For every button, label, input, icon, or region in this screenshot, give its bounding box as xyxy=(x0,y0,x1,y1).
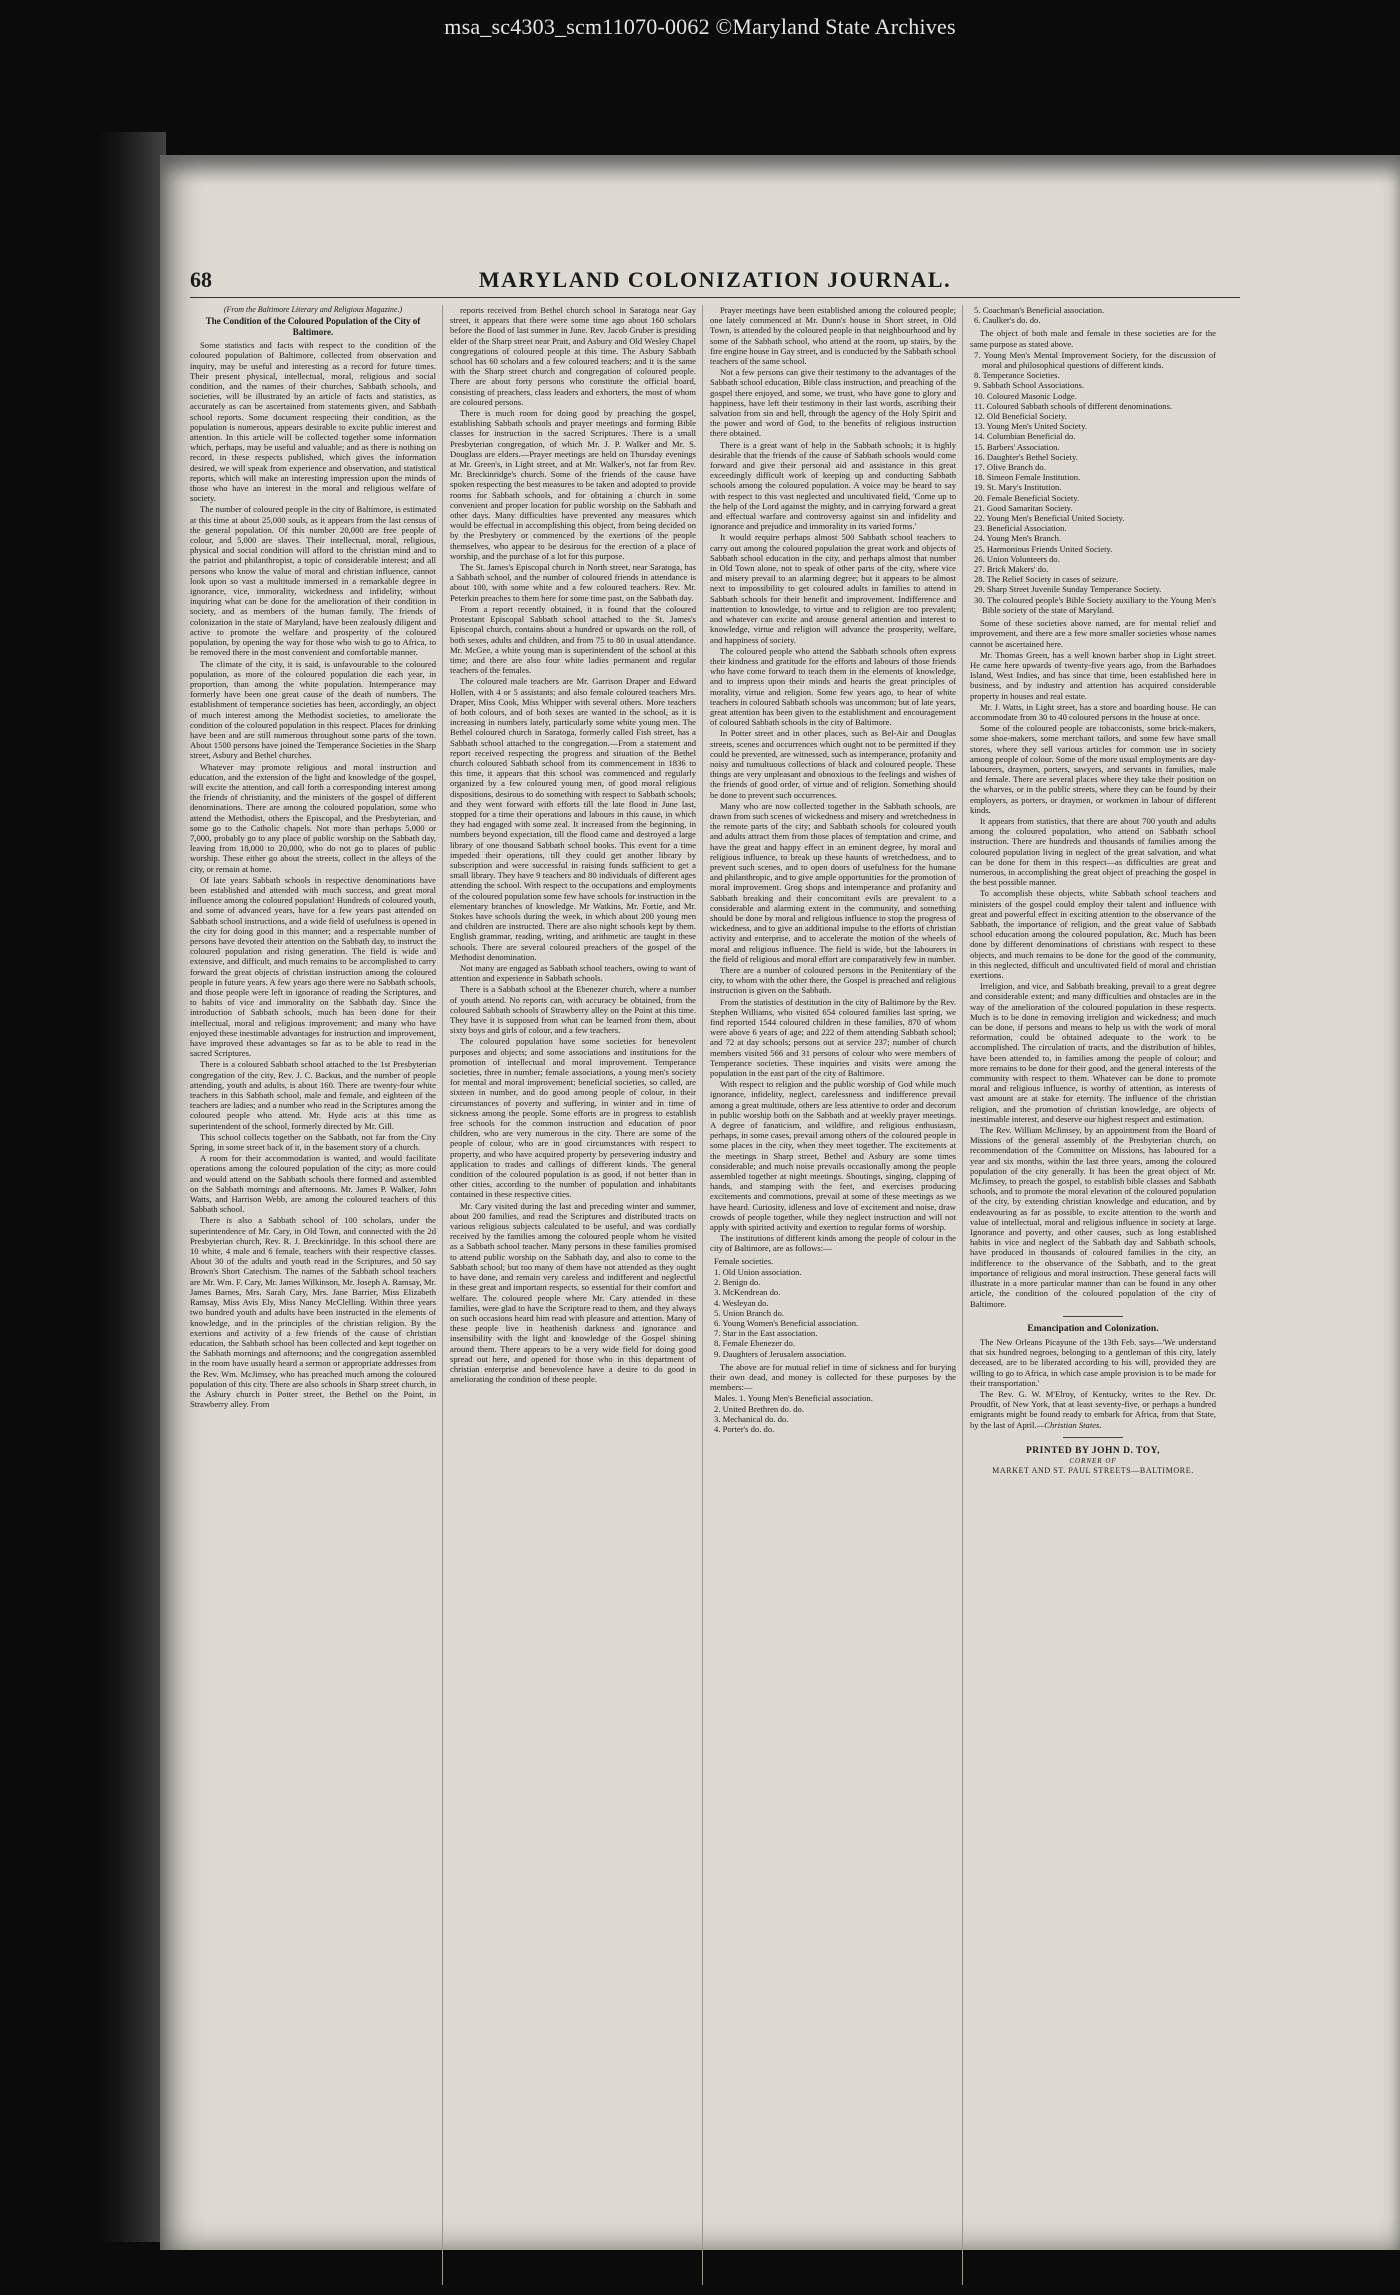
article-paragraph: Many who are now collected together in the Sabbath schools, are drawn from such scenes of wickedness and misery and wretchedness in the remote parts of the city; and Sabbath schools for coloured youth and adults attract them from those places of temptation and crime, and have the great and happy effect in an eminent degree, by moral and religious influence, to break up these haunts of wretchedness, and to prevent such scenes, and to open doors of usefulness for the humane and philanthropic, and to give ample opportunities for the promotion of moral improvement. Grog shops and intemperance and profanity and Sabbath breaking and their concomitant evils are prevalent to a considerable and alarming extent in the community, and something should be done by moral and religious influence to stop the progress of wickedness, and to give an additional impulse to the efforts of christian activity and enterprise, and to accelerate the motion of the wheels of moral and religious influence. The field is wide, but the labourers in the field of religious and moral effort are comparatively few in number. xyxy=(710,800,956,964)
article-paragraph: Not many are engaged as Sabbath school teachers, owing to want of attention and experience in Sabbath schools. xyxy=(450,963,696,984)
female-societies-heading: Female societies. xyxy=(714,1255,774,1266)
article-paragraph: Some statistics and facts with respect to the condition of the coloured population of Baltimore, collected from observation and inquiry, may be useful and interesting as a record for future times. Their present physical, intellectual, moral, religious and social condition, and the names of their churches, Sabbath schools, and societies, will be illustrated by an article of facts and statistics, as accurately as can be ascertained from statements given, and Sabbath school reports. Some document respecting their condition, as the population is numerous, appears desirable to excite public interest and attention. In this article will be collected together some information which, perhaps, may be useful and valuable; and as there is nothing on record, in these respects published, which gives the information desired, we will speak from experience and observation, and statistical reports, which will make an interesting impression upon the minds of those who have an interest in the moral and religious welfare of society. xyxy=(190,340,436,504)
article-paragraph: It would require perhaps almost 500 Sabbath school teachers to carry out among the coloured population the great work and objects of Sabbath school education in the city, and perhaps almost that number in Old Town alone, not to speak of other parts of the city, where vice and misery prevail to an alarming degree; but it appears to be almost next to impossibility to get coloured adults in families to attend in Sabbath schools for their benefit and improvement. Indifference and inattention to knowledge, to virtue and to religion are too prevalent; and whatever can excite and arouse general attention and interest to knowledge, virtue and religion will advance the prosperity, welfare, and happiness of society. xyxy=(710,532,956,645)
list-item: 1. Old Union association. xyxy=(714,1266,802,1277)
list-item: Males. 1. Young Men's Beneficial association. xyxy=(714,1393,873,1404)
book-binding-edge xyxy=(96,132,166,2242)
list-item: 6. Young Women's Beneficial association. xyxy=(714,1317,859,1328)
societies-object-paragraph: The object of both male and female in these societies are for the same purpose as stated above. xyxy=(970,328,1216,349)
article-paragraph: The climate of the city, it is said, is unfavourable to the coloured population, as more of the coloured population die each year, in proportion, than among the white population. Intemperance may formerly have been one great cause of the death of numbers. The establishment of temperance societies has been, accordingly, an object of much interest among the Methodist societies, to ameliorate the condition of the coloured population in this respect. Places for drinking have been and are still numerous throughout some parts of the town. About 1500 persons have joined the Temperance Societies in the Sharp street, Asbury and Bethel churches. xyxy=(190,658,436,761)
list-item: 18. Simeon Female Institution. xyxy=(974,472,1081,483)
article-paragraph: There is also a Sabbath school of 100 scholars, under the superintendence of Mr. Cary, in Old Town, and connected with the 2d Presbyterian church, Rev. R. J. Breckinridge. In this school there are 10 white, 4 male and 6 female, teachers with their respective classes. About 30 of the adults and youth read in the Scriptures, and 50 say Brown's Short Catechism. The names of the Sabbath school teachers are Mr. Wm. F. Cary, Mr. James Wilkinson, Mr. Joseph A. Ramsay, Mr. James Barnes, Mrs. Sarah Cary, Mrs. Jane Barrier, Miss Elizabeth Ramsay, Miss Avis Ely, Miss Nancy McClelling. Within three years two hundred youth and adults have been instructed in the elements of knowledge, and in the principles of the christian religion. By the exertions and activity of a few friends of the cause of christian education, the Sabbath school has been collected and kept together on the Sabbath mornings and afternoons; and the congregation assembled in the room have usually heard a sermon or appropriate addresses from the Rev. Wm. McJimsey, who has preached much among the coloured population of this city. There are also schools in Sharp street church, in the Asbury church in Potter street, the Bethel on the Point, in Strawberry alley. From xyxy=(190,1215,436,1410)
list-item: 7. Young Men's Mental Improvement Society, for the discussion of moral and philosophical questions of different kinds. xyxy=(974,349,1216,371)
emancipation-title: Emancipation and Colonization. xyxy=(1027,1323,1159,1334)
list-item: 4. Wesleyan do. xyxy=(714,1297,769,1308)
article-paragraph: A room for their accommodation is wanted, and would facilitate operations among the coloured population of the city; as more could and would attend on the Sabbath schools there formed and assembled on the Sabbath mornings and afternoons. Mr. James P. Walker, John Watts, and Harrison Webb, are among the coloured teachers of this Sabbath school. xyxy=(190,1153,436,1215)
article-paragraph: Mr. Cary visited during the last and preceding winter and summer, about 200 families, and read the Scriptures and distributed tracts on various religious subjects calculated to be useful, and was cordially received by the families among the coloured people whom he visited as a Sabbath school teacher. Many persons in these families promised to attend public worship on the Sabbath day, and also to come to the Sabbath school; but too many of them have not attended as they ought to have done, and remain very careless and indifferent and neglectful in these great and important respects, so essential for their comfort and welfare. The coloured people where Mr. Cary attended in these families, were glad to have the Scripture read to them, and they always on such occasions heard him read with pleasure and attention. Many of these people live in heathenish darkness and ignorance and insensibility with the light and knowledge of the Gospel shining around them. There appears to be a very wide field for doing good spread out here, and opened for those who in this department of christian enterprise and benevolence have a desire to do good in ameliorating the condition of these people. xyxy=(450,1200,696,1385)
list-item: 12. Old Beneficial Society. xyxy=(974,411,1067,422)
list-item: 29. Sharp Street Juvenile Sunday Temperance Society. xyxy=(974,584,1162,595)
journal-title: MARYLAND COLONIZATION JOURNAL. xyxy=(478,267,952,292)
section-divider xyxy=(1063,1316,1123,1317)
column-2-body xyxy=(450,305,696,1384)
column-rule-2 xyxy=(702,305,703,2285)
list-item: 21. Good Samaritan Society. xyxy=(974,502,1073,513)
article-paragraph: To accomplish these objects, white Sabbath school teachers and ministers of the gospel could employ their talent and influence with great and powerful effect in exciting attention to the observance of the Sabbath, the importance of religion, and the great value of Sabbath school education among the coloured population, &c. Much has been done by different denominations of christians with respect to these objects, and much remains to be done for the good of the community, in this neglected, difficult and uncultivated field of moral and christian exertions. xyxy=(970,888,1216,980)
institutions-list xyxy=(970,350,1216,615)
article-paragraph: There is much room for doing good by preaching the gospel, establishing Sabbath schools and prayer meetings and forming Bible classes for instruction in the sacred Scriptures. There is a small Presbyterian congregation, of which Mr. J. P. Walker and Mr. S. Douglass are elders.—Prayer meetings are held on Thursday evenings at Mr. Green's, in Light street, and at Mr. Walker's, not far from Rev. Mr. Breckinridge's church. Some of the friends of the cause have spoken respecting the best measures to be taken and adopted to provide rooms for Sabbath schools, and for obtaining a church in some convenient and proper location for public worship on the Sabbath and other days. Many difficulties have prevented any measures which would be effectual in accomplishing this object, from being decided on by the Presbytery or commenced by the exertions of the people themselves, who appear to be desirous for the erection of a place of worship, and the purchase of a lot for this purpose. xyxy=(450,408,696,561)
list-item: 5. Coachman's Beneficial association. xyxy=(974,305,1105,315)
article-paragraph: The coloured population have some societies for benevolent purposes and objects; and some associations and institutions for the promotion of intellectual and moral improvement. Temperance societies, three in number; female associations, a young men's society for mental and moral improvement; beneficial societies, so called, are sixteen in number, and do good among people of colour, in their circumstances of poverty and suffering, in winter and in time of sickness among the people. Some efforts are in progress to establish free schools for the common instruction and education of poor children, who are very numerous in the city. There are some of the people of colour, who are in good circumstances with respect to property, and who have acquired property by persevering industry and application to trades and callings of different kinds. The general condition of the coloured population is as good, if not better than in other cities, according to the number of population and inhabitants contained in these respective cities. xyxy=(450,1036,696,1200)
list-item: 24. Young Men's Branch. xyxy=(974,533,1062,544)
article-paragraph: Some of the coloured people are tobacconists, some brick-makers, some shoe-makers, some merchant tailors, and some few have small stores, where they sell various articles for common use in society among people of colour. Some of the more usual employments are day-labourers, draymen, porters, sawyers, and servants in families, male and female. There are several places where they take their position on the wharves, or in the public streets, where they can be found by their employers, as porters, or draymen, or workmen in labour of different kinds. xyxy=(970,723,1216,815)
page-header xyxy=(190,267,1240,298)
article-paragraph: From the statistics of destitution in the city of Baltimore by the Rev. Stephen Williams, who visited 654 coloured families last spring, we find reported 1544 coloured children in these families, 870 of whom were above 6 years of age; and 222 of them attending Sabbath school; and 72 at day schools; persons out at service 237; number of church members visited 566 and 31 persons of colour who were members of Temperance societies. These inquiries and visits were among the population in the east part of the city of Baltimore. xyxy=(710,996,956,1079)
imprint-printer: PRINTED BY JOHN D. TOY, xyxy=(1026,1445,1160,1456)
page-top-shadow xyxy=(160,155,1400,185)
list-item: 2. United Brethren do. do. xyxy=(714,1403,804,1414)
list-item: 25. Harmonious Friends United Society. xyxy=(974,543,1113,554)
column-rule-1 xyxy=(442,305,443,2285)
article-title: The Condition of the Coloured Population of the City of Baltimore. xyxy=(205,316,421,337)
list-item: 26. Union Volunteers do. xyxy=(974,553,1060,564)
article-source-note: (From the Baltimore Literary and Religious Magazine.) xyxy=(223,305,403,314)
list-item: 6. Caulker's do. do. xyxy=(974,315,1041,326)
article-paragraph: From a report recently obtained, it is found that the coloured Protestant Episcopal Sabbath school attached to the St. James's Episcopal church, contains about a hundred or upwards on the roll, of both sexes, adults and children, and from 75 to 80 in usual attendance. Mr. McGee, a white young man is superintendent of the school at this time; and there are also four white ladies permanent and regular teachers of the females. xyxy=(450,603,696,676)
mcelroy-source: —Christian States. xyxy=(1036,1419,1102,1430)
list-item: 28. The Relief Society in cases of seizure. xyxy=(974,574,1119,585)
article-paragraph: Whatever may promote religious and moral instruction and education, and the extension of the light and knowledge of the gospel, will excite the attention, and call forth a corresponding interest among the friends of christianity, and the ministers of the gospel of different denominations. There are among the coloured population, some who attend the Methodist, others the Episcopal, and the Presbyterian, and some go to the Catholic chapels. Not more than perhaps 5,000 or 7,000, probably go to any place of public worship on the Sabbath day, leaving from 18,000 to 20,000, who do not go to places of public worship. These either go about the streets, collect in the alleys of the city, or remain at home. xyxy=(190,761,436,874)
mutual-relief-paragraph: The above are for mutual relief in time of sickness and for burying their own dead, and money is collected for these purposes by the members:— xyxy=(710,1361,956,1393)
list-item: 3. McKendrean do. xyxy=(714,1287,781,1298)
article-paragraph: Some of these societies above named, are for mental relief and improvement, and there are a few more smaller societies whose names cannot be ascertained here. xyxy=(970,618,1216,649)
article-paragraph: The St. James's Episcopal church in North street, near Saratoga, has a Sabbath school, and the number of coloured friends in attendance is about 100, with some white and a few coloured teachers. Rev. Mr. Peterkin preaches to them here for some time past, on the Sabbath day. xyxy=(450,562,696,603)
imprint-divider xyxy=(1063,1437,1123,1438)
article-paragraph: It appears from statistics, that there are about 700 youth and adults among the coloured population, who attend on Sabbath school instruction. There are hundreds and thousands of families among the coloured population living in neglect of the great salvation, and what can be done for them in this respect—as difficulties are great and numerous, in accomplishing the great object of preaching the gospel in the best possible manner. xyxy=(970,815,1216,888)
list-item: 3. Mechanical do. do. xyxy=(714,1413,789,1424)
article-paragraph: The number of coloured people in the city of Baltimore, is estimated at this time at about 25,000 souls, as it appears from the last census of the general population. Of this number 20,000 are free people of colour, and 5,000 are slaves. Their intellectual, moral, religious, physical and social condition will afford to the christian mind and to the patriot and philanthropist, a topic of considerable interest; and all persons who know the value of moral and christian influence, cannot look upon so vast a multitude immersed in a remarkable degree in ignorance, vice, immorality, wickedness and infidelity, without inquiring what can be done for the amelioration of their condition in society, and as members of the human family. The friends of colonization in the state of Maryland, have been zealously diligent and active to promote the welfare and prosperity of the coloured population, by opening the way for those who wish to go to Africa, to be removed there in the most convenient and comfortable manner. xyxy=(190,504,436,658)
mcelroy-text: The Rev. G. W. M'Elroy, of Kentucky, writes to the Rev. Dr. Proudfit, of New York, that at least seventy-five, or perhaps a hundred emigrants might be found ready to embark for Africa, from that State, by the last of April. xyxy=(970,1388,1216,1430)
column-4 xyxy=(970,305,1216,2295)
article-paragraph: The coloured male teachers are Mr. Garrison Draper and Edward Hollen, with 4 or 5 assistants; and also female coloured teachers Mrs. Draper, Miss Cook, Miss Whipper with several others. More teachers of both colours, and of both sexes are wanted in the school, as it is increasing in numbers lately, particularly some white young men. The Bethel coloured church in Saratoga, formerly called Fish street, has a Sabbath school attached to the congregation.—From a statement and report received respecting the progress and situation of the Bethel church coloured Sabbath school from its commencement in 1836 to this time, it appears that this school was commenced and regularly organized by a few coloured young men, of good moral religious dispositions, desirous to do something with respect to Sabbath schools; and they went forward with efforts till the late flood in June last, stopped for a time their operations and labours in this cause, in which they had engaged with some zeal. It increased from the beginning, in numbers beyond expectation, till the flood came and destroyed a large library of one thousand Sabbath school books. This event for a time impeded their operations, till they could get another library by subscription and were successful in raising funds sufficient to get a small library. They have 9 teachers and 80 individuals of different ages attending the school. With respect to the occupations and employments of the coloured population some few have schools for instruction in the elementary branches of knowledge. Mr Watkins, Mr. Fortie, and Mr. Stokes have schools during the week, in which about 200 young men and children are instructed. There are also night schools kept by them. English grammar, reading, writing, and arithmetic are taught in these schools. There are several coloured preachers of the gospel of the Methodist denomination. xyxy=(450,676,696,962)
list-item: 8. Female Ebenezer do. xyxy=(714,1338,795,1349)
journal-page xyxy=(160,155,1400,2250)
continued-societies-list xyxy=(970,305,1216,325)
list-item: 11. Coloured Sabbath schools of different denominations. xyxy=(974,400,1173,411)
page-number: 68 xyxy=(190,267,212,292)
list-item: 19. St. Mary's Institution. xyxy=(974,482,1062,493)
article-paragraph: There is a coloured Sabbath school attached to the 1st Presbyterian congregation of the city, Rev. J. C. Backus, and the number of people attending, youth and adults, is about 160. There are twenty-four white teachers in this Sabbath school, male and female, and eighteen of the teachers are ladies; and a number who read in the Scriptures among the coloured people who attend. Mr. Hyde acts at this time as superintendent of the school, formerly directed by Mr. Gill. xyxy=(190,1059,436,1131)
imprint-address: MARKET AND ST. PAUL STREETS—BALTIMORE. xyxy=(992,1466,1194,1476)
list-item: 8. Temperance Societies. xyxy=(974,370,1060,381)
list-item: 2. Benign do. xyxy=(714,1277,761,1288)
female-societies-list xyxy=(710,1267,956,1359)
article-paragraph: The coloured people who attend the Sabbath schools often express their kindness and gratitude for the efforts and labours of those friends who have come forward to teach them in the elements of knowledge, and to impress upon their minds and hearts the great principles of morality, virtue and religion. Some few years ago, to hear of white teachers in coloured Sabbath schools was uncommon; but of late years, great attention has been given to the establishment and encouragement of coloured Sabbath schools in the city of Baltimore. xyxy=(710,645,956,728)
emancipation-paragraph: The New Orleans Picayune of the 13th Feb. says—'We understand that six hundred negroes, belonging to a gentleman of this city, lately deceased, are to be liberated according to his will, provided they are willing to go to Africa, in which case ample provision is to be made for their transportation.' xyxy=(970,1336,1216,1388)
imprint-corner-of: CORNER OF xyxy=(1069,1456,1117,1465)
list-item: 4. Porter's do. do. xyxy=(714,1423,775,1434)
list-item: 23. Beneficial Association. xyxy=(974,523,1067,534)
column-1-body xyxy=(190,340,436,1409)
archive-watermark: msa_sc4303_scm11070-0062 ©Maryland State Archives xyxy=(444,14,956,39)
column-3 xyxy=(710,305,956,2295)
list-item: 15. Barbers' Association. xyxy=(974,441,1060,452)
column-2 xyxy=(450,305,696,2295)
article-paragraph: The Rev. William McJimsey, by an appointment from the Board of Missions of the general assembly of the Presbyterian church, on recommendation of the Committee on Missions, has laboured for a year and six months, within the last three years, among the coloured population of the city generally. It has been the great object of Mr. McJimsey, to preach the gospel, to establish bible classes and Sabbath schools, and to promote the moral elevation of the coloured population of the city, by extending christian knowledge and education, and by endeavouring as far as possible, to excite attention to the worth and value of intellectual, moral and religious influence in society at large. Ignorance and poverty, and other causes, such as long established habits in vice and neglect of the Sabbath day and Sabbath schools, have produced in thousands of coloured families in the city, an indifference to the observance of the Sabbath, and to the great importance of religious and moral instruction. These general facts will illustrate in a more particular manner than can be found in any other article, the condition of the coloured population of the city of Baltimore. xyxy=(970,1125,1216,1309)
list-item: 16. Daughter's Bethel Society. xyxy=(974,451,1078,462)
list-item: 17. Olive Branch do. xyxy=(974,462,1046,473)
list-item: 30. The coloured people's Bible Society auxiliary to the Young Men's Bible society of the state of Maryland. xyxy=(974,594,1216,615)
list-item: 22. Young Men's Beneficial United Society. xyxy=(974,513,1125,524)
list-item: 9. Sabbath School Associations. xyxy=(974,380,1085,391)
column-4-body xyxy=(970,618,1216,1309)
column-3-body xyxy=(710,305,956,1254)
article-paragraph: Irreligion, and vice, and Sabbath breaking, prevail to a great degree and considerable extent; and many difficulties and obstacles are in the way of the amelioration of the coloured population in these respects. Much is to be done in removing irreligion and wickedness; and much can be done, if persons and means to help us with the work of moral reformation, could be obtained adequate to the work to be accomplished. The circulation of tracts, and the distribution of bibles, have been attended to, in families among the people of colour; and more remains to be done for their good, and the general interests of the community with respect to them. Whatever can be done to promote moral and religious influence, is worthy of attention, as interests of vast amount are at stake for eternity. The influence of the christian religion, and the promotion of christian knowledge, are objects of inestimable interest, and deserve our highest respect and estimation. xyxy=(970,981,1216,1124)
article-paragraph: Mr. J. Watts, in Light street, has a store and boarding house. He can accommodate from 30 to 40 coloured persons in the house at once. xyxy=(970,701,1216,722)
article-paragraph: Not a few persons can give their testimony to the advantages of the Sabbath school education, Bible class instruction, and preaching of the gospel there enjoyed, and some, we trust, who have gone to glory and happiness, have left their testimony in their last words, ascribing their salvation from sin and hell, through the agency of the Holy Spirit and the power and word of God, to the benefits of religious instruction there obtained. xyxy=(710,367,956,439)
mcelroy-paragraph xyxy=(970,1389,1216,1430)
article-paragraph: In Potter street and in other places, such as Bel-Air and Douglas streets, scenes and occurrences which ought not to be permitted if they could be prevented, are witnessed, such as intemperance, profanity and noisy and tumultuous collections of black and coloured people. These things are very unpleasant and obnoxious to the feelings and wishes of the friends of good order, of virtue and of religion. Something should be done to prevent such occurrences. xyxy=(710,728,956,800)
list-item: 27. Brick Makers' do. xyxy=(974,564,1049,575)
list-item: 10. Coloured Masonic Lodge. xyxy=(974,390,1077,401)
article-paragraph: The institutions of different kinds among the people of colour in the city of Baltimore, are as follows:— xyxy=(710,1233,956,1254)
list-item: 14. Columbian Beneficial do. xyxy=(974,431,1076,442)
male-societies-list xyxy=(710,1393,956,1434)
printer-imprint xyxy=(970,1446,1216,1477)
list-item: 13. Young Men's United Society. xyxy=(974,421,1087,432)
column-rule-3 xyxy=(962,305,963,2285)
list-item: 20. Female Beneficial Society. xyxy=(974,492,1080,503)
list-item: 5. Union Branch do. xyxy=(714,1307,784,1318)
article-paragraph: With respect to religion and the public worship of God while much ignorance, infidelity, neglect, carelessness and indifference prevail among a great multitude, others are less attentive to order and decorum in public worship both on the Sabbath and at weekly prayer meetings. A degree of fanaticism, and wildfire, and religious enthusiasm, perhaps, in some cases, prevail among others of the coloured people in some places in the city, when they meet together. The excitements at the meetings in Sharp street, Bethel and Asbury are some times considerable; and much noise prevails occasionally among the people assembled together at night meetings. Shoutings, singing, clapping of hands, and stamping with the feet, and exercises producing excitements and commotions, prevail at some of these meetings as we have heard. Curiosity, idleness and love of excitement and noise, draw crowds of people together, while they neglect instruction and will not apply with spirited activity and exertion to regular forms of worship. xyxy=(710,1079,956,1233)
list-item: 7. Star in the East association. xyxy=(714,1328,818,1339)
article-paragraph: Mr. Thomas Green, has a well known barber shop in Light street. He came here upwards of twenty-five years ago, from the Barbadoes Island, West Indies, and has since that time, been established here in business, and by industry and attention has acquired considerable property in houses and real estate. xyxy=(970,649,1216,701)
article-paragraph: Prayer meetings have been established among the coloured people; one lately commenced at Mr. Dunn's house in Short street, in Old Town, is attended by the coloured people in that neighbourhood and by some of the Sabbath school, who attend at the room, up stairs, by the fire engine house in Gay street, and is conducted by the Sabbath school teachers of the same school. xyxy=(710,305,956,367)
article-paragraph: There is a great want of help in the Sabbath schools; it is highly desirable that the friends of the cause of Sabbath schools would come forward and give their personal aid and assistance in this great exceedingly difficult work of keeping up and conducting Sabbath schools among the coloured population. A voice may be heard to say with respect to this vast neglected and uncultivated field, 'Come up to the help of the Lord against the mighty, and in carrying forward a great and effectual warfare and controversy against sin and infidelity and ignorance and prejudice and immorality in its varied forms.' xyxy=(710,439,956,532)
article-paragraph: There are a number of coloured persons in the Penitentiary of the city, to whom with the other there, the Gospel is preached and religious instruction is given on the Sabbath. xyxy=(710,965,956,996)
article-paragraph: There is a Sabbath school at the Ebenezer church, where a number of youth attend. No reports can, with accuracy be obtained, from the coloured Sabbath schools of Strawberry alley on the Point at this time. They have it is supposed from what can be learned from them, about sixty boys and girls of colour, and a few teachers. xyxy=(450,984,696,1036)
article-paragraph: This school collects together on the Sabbath, not far from the City Spring, in some street back of it, in the basement story of a church. xyxy=(190,1131,436,1153)
article-paragraph: Of late years Sabbath schools in respective denominations have been established and attended with much success, and great moral influence among the coloured population! Hundreds of coloured youth, and some of advanced years, have for a few years past attended on Sabbath school instructions, and a wide field of usefulness is opened in the city for doing good in this manner; and a respectable number of persons have devoted their attention on the Sabbath day, to instruct the coloured population and rising generation. The field is wide and extensive, and difficult, and much remains to be accomplished to carry forward the great objects of christian instruction among the coloured people in future years. A few years ago there were no Sabbath schools, and those people were left in ignorance of reading the Scriptures, and to habits of vice and immorality on the Sabbath day. Since the introduction of Sabbath schools, much has been done for their intellectual, moral and religious improvement; and many who have enjoyed these inestimable advantages for instruction and improvement, have improved these advantages so far as to be able to read in the sacred Scriptures. xyxy=(190,874,436,1059)
column-1 xyxy=(190,305,436,2295)
list-item: 9. Daughters of Jerusalem association. xyxy=(714,1348,847,1359)
article-paragraph: reports received from Bethel church school in Saratoga near Gay street, it appears that there were some time ago about 160 scholars before the flood of last summer in June. Rev. Jacob Gruber is presiding elder of the Sharp street near Pratt, and Asbury and Old Wesley Chapel congregations of coloured people at this time. The Asbury Sabbath school has 60 scholars and a few coloured teachers; and it is the same with the Sharp street church and congregation of coloured people. There are about forty persons who constitute the official board, consisting of preachers, class leaders and exhorters, the most of whom are coloured persons. xyxy=(450,305,696,407)
